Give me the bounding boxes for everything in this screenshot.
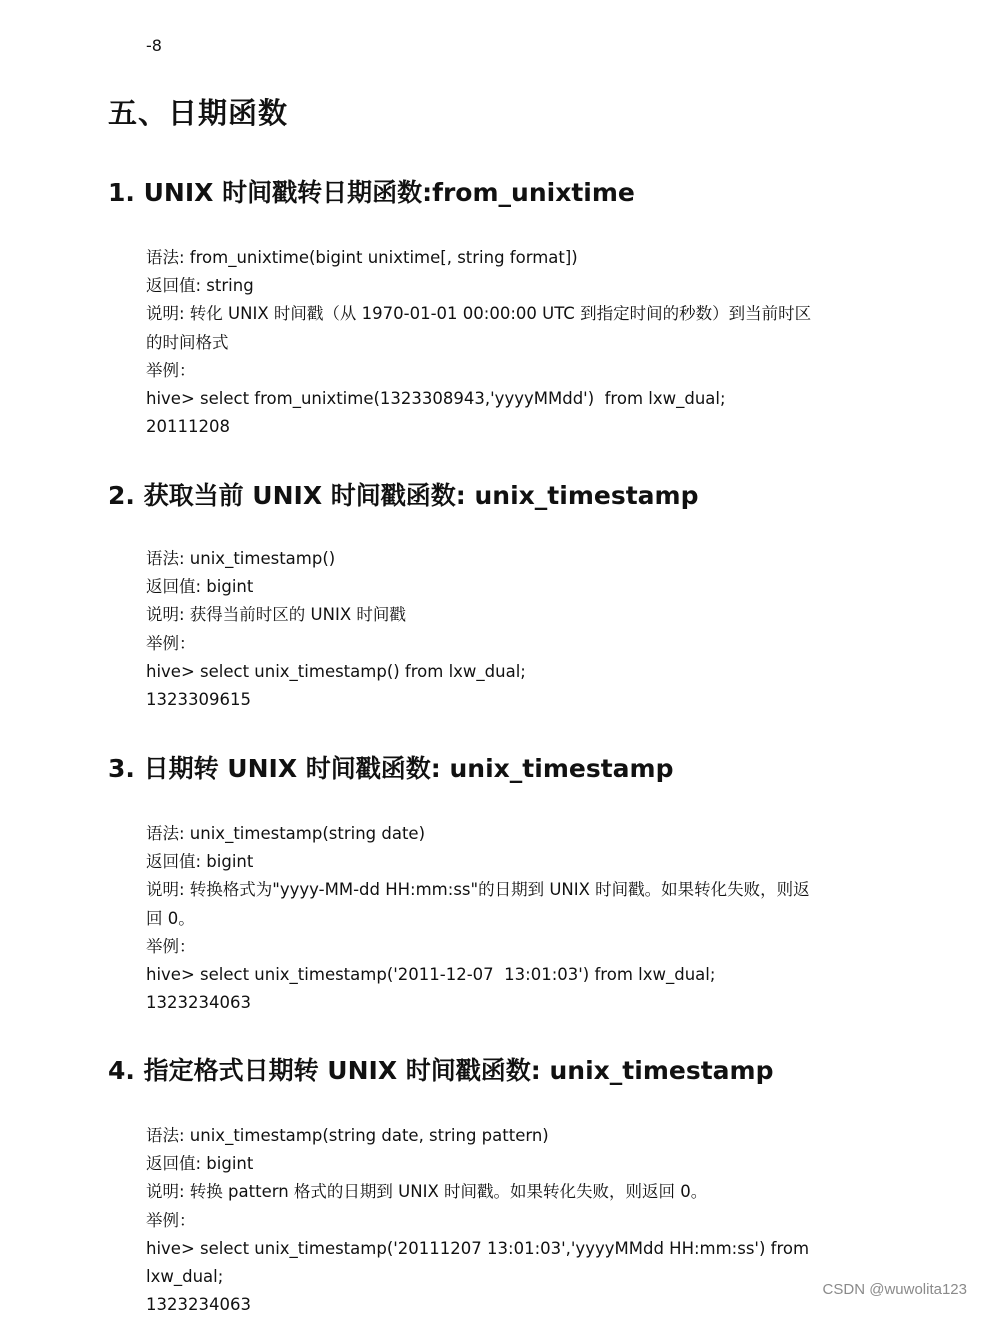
description-line: 回 0。: [146, 908, 195, 928]
section-title: 2. 获取当前 UNIX 时间戳函数: unix_timestamp: [108, 481, 699, 510]
example-result: 1323234063: [146, 993, 251, 1013]
example-command: hive> select from_unixtime(1323308943,'yyyyMMdd') from lxw_dual;: [146, 389, 726, 409]
syntax-line: 语法: unix_timestamp(): [146, 549, 336, 568]
example-label: 举例：: [146, 360, 196, 380]
description-line: 说明: 转化 UNIX 时间戳（从 1970-01-01 00:00:00 UTC 到指定时间的秒数）到当前时区: [146, 304, 812, 324]
section-body: [146, 820, 866, 1017]
example-result: 1323234063: [146, 1295, 251, 1315]
example-label: 举例：: [146, 1210, 196, 1230]
example-label: 举例：: [146, 936, 196, 956]
example-result: 1323309615: [146, 690, 251, 710]
example-command: hive> select unix_timestamp('2011-12-07 13:01:03') from lxw_dual;: [146, 965, 716, 985]
syntax-line: 语法: unix_timestamp(string date, string pattern): [146, 1126, 549, 1145]
example-command: hive> select unix_timestamp('20111207 13:01:03','yyyyMMdd HH:mm:ss') from lxw_dual;: [146, 1238, 815, 1287]
section-title: 1. UNIX 时间戳转日期函数:from_unixtime: [108, 178, 635, 207]
return-line: 返回值: bigint: [146, 852, 254, 872]
csdn-watermark: CSDN @wuwolita123: [822, 1281, 967, 1298]
description-line: 说明: 转换格式为"yyyy-MM-dd HH:mm:ss"的日期到 UNIX 时间戳。如果转化失败，则返: [146, 880, 810, 900]
section-title: 4. 指定格式日期转 UNIX 时间戳函数: unix_timestamp: [108, 1056, 774, 1085]
section-title: 3. 日期转 UNIX 时间戳函数: unix_timestamp: [108, 754, 674, 783]
syntax-line: 语法: from_unixtime(bigint unixtime[, string format]): [146, 248, 578, 267]
description-line: 说明: 获得当前时区的 UNIX 时间戳: [146, 605, 406, 625]
chapter-title: 五、日期函数: [108, 96, 289, 130]
example-command: hive> select unix_timestamp() from lxw_dual;: [146, 661, 526, 681]
return-line: 返回值: string: [146, 276, 254, 296]
example-result: 20111208: [146, 417, 230, 437]
example-label: 举例：: [146, 633, 196, 653]
description-line: 说明: 转换 pattern 格式的日期到 UNIX 时间戳。如果转化失败，则返回 0。: [146, 1182, 708, 1202]
description-line: 的时间格式: [146, 332, 229, 352]
return-line: 返回值: bigint: [146, 1154, 254, 1174]
section-body: [146, 545, 866, 714]
top-line: -8: [146, 36, 162, 55]
syntax-line: 语法: unix_timestamp(string date): [146, 824, 426, 843]
section-body: [146, 244, 866, 441]
section-body: [146, 1122, 866, 1319]
return-line: 返回值: bigint: [146, 577, 254, 597]
